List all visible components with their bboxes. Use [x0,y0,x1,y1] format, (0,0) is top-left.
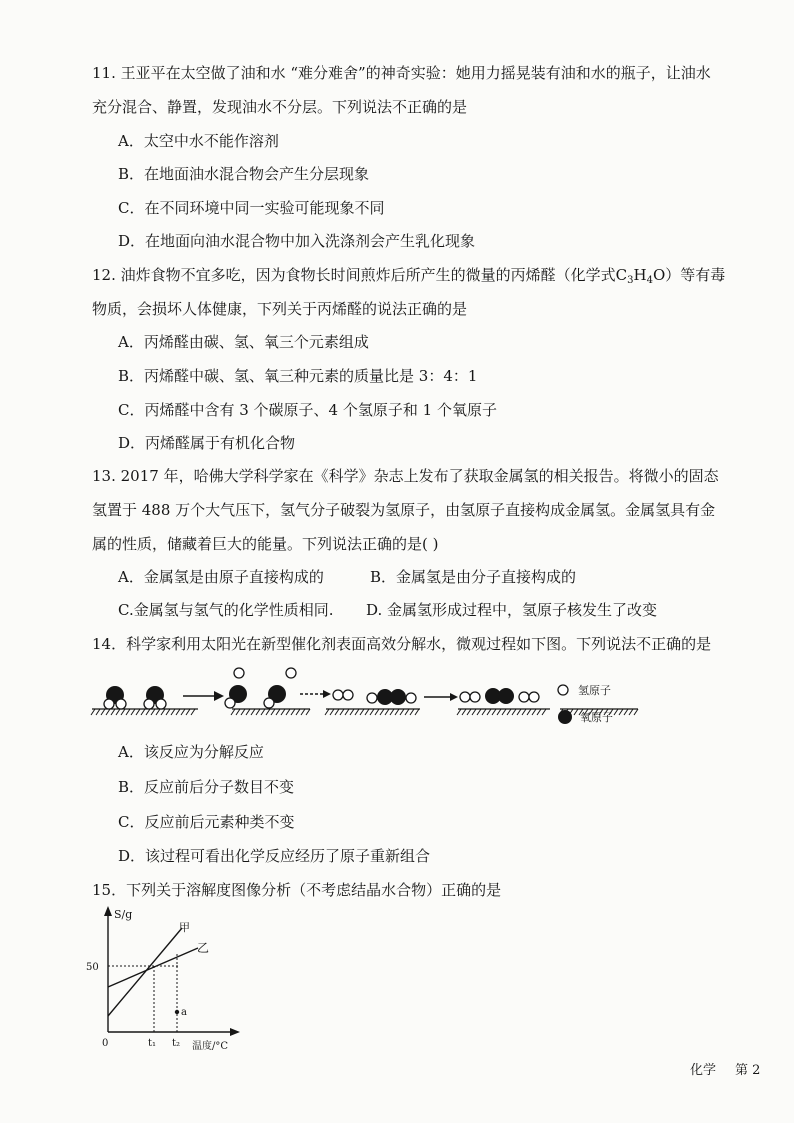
guide-lines [108,954,180,1032]
point-a-marker [175,1010,179,1014]
water-molecule [104,686,126,709]
intermediate-molecule [367,689,416,705]
hydrogen-molecule [519,692,539,702]
x-axis-arrow-icon [230,1028,240,1036]
legend-hydrogen-label: 氢原子 [578,684,611,697]
curve-jia [108,928,182,1016]
q13-option-c: C.金属氢与氢气的化学性质相同. [118,601,334,619]
q11-option-a: A．太空中水不能作溶剂 [118,132,279,150]
q13-stem-line1: 13. 2017 年，哈佛大学科学家在《科学》杂志上发布了获取金属氢的相关报告。将微小的固态 [92,467,719,485]
q13-stem-line2: 氢置于 488 万个大气压下，氢气分子破裂为氢原子，由氢原子直接构成金属氢。金属氢具有金 [92,501,716,519]
q12-stem-text-a: 12. 油炸食物不宜多吃，因为食物长时间煎炸后所产生的微量的丙烯醛（化学式C [92,266,628,284]
q14-stem: 14．科学家利用太阳光在新型催化剂表面高效分解水，微观过程如下图。下列说法不正确的是 [92,635,712,653]
q13-option-b: B．金属氢是由分子直接构成的 [370,568,577,586]
legend-oxygen-label: 氧原子 [580,711,613,724]
q11-option-d: D．在地面向油水混合物中加入洗涤剂会产生乳化现象 [118,232,476,250]
legend-hydrogen [558,683,611,697]
q12-option-c: C．丙烯醛中含有 3 个碳原子、4 个氢原子和 1 个氧原子 [118,401,497,419]
q13-stem-line3: 属的性质，储藏着巨大的能量。下列说法正确的是( ) [92,535,439,553]
formula-subscript-carbon: 3 [627,275,634,286]
q11-option-c: C．在不同环境中同一实验可能现象不同 [118,199,385,217]
arrow-icon [300,690,331,698]
q12-option-d: D．丙烯醛属于有机化合物 [118,434,296,452]
oxygen-atom-icon [558,710,572,724]
y-axis-label: S/g [114,908,133,921]
q11-stem-line2: 充分混合、静置，发现油水不分层。下列说法不正确的是 [92,98,468,116]
hydroxyl-fragment [264,668,296,708]
q12-option-b: B．丙烯醛中碳、氢、氧三种元素的质量比是 3：4：1 [118,367,478,385]
q14-option-c: C．反应前后元素种类不变 [118,813,295,831]
hydrogen-molecule [333,690,353,700]
q11-option-b: B．在地面油水混合物会产生分层现象 [118,165,370,183]
q14-option-d: D．该过程可看出化学反应经历了原子重新组合 [118,847,431,865]
y-axis-arrow-icon [104,906,112,916]
legend-oxygen [558,710,613,724]
curve-yi [108,948,198,987]
q14-option-b: B．反应前后分子数目不变 [118,778,295,796]
formula-subscript-hydrogen: 4 [646,275,653,286]
graph-axes [108,914,232,1032]
catalyst-hatching [91,709,638,715]
arrow-icon [424,693,458,701]
x-tick-t1: t₁ [148,1038,157,1049]
q13-option-d: D. 金属氢形成过程中，氢原子核发生了改变 [366,601,658,619]
q14-option-a: A．该反应为分解反应 [118,743,264,761]
curve-jia-label: 甲 [179,921,190,934]
footer-subject: 化学 [690,1063,717,1078]
hydroxyl-fragment [225,668,247,708]
formula-hydrogen: H [633,266,647,284]
origin-label: 0 [102,1038,109,1049]
q11-stem-line1: 11. 王亚平在太空做了油和水 “难分难舍”的神奇实验：她用力摇晃装有油和水的瓶子，让油水 [92,64,711,82]
q12-stem-line2: 物质，会损坏人体健康，下列关于丙烯醛的说法正确的是 [92,300,468,318]
q13-option-a: A．金属氢是由原子直接构成的 [118,568,324,586]
water-decomposition-diagram [88,662,748,734]
q12-option-a: A．丙烯醛由碳、氢、氧三个元素组成 [118,333,369,351]
solubility-graph [84,904,254,1052]
q12-stem-text-b: O）等有毒 [652,266,726,284]
q15-stem: 15．下列关于溶解度图像分析（不考虑结晶水合物）正确的是 [92,881,502,899]
arrow-icon [183,691,224,701]
curve-yi-label: 乙 [197,941,210,955]
hydrogen-molecule [460,692,480,702]
q12-stem-line1 [92,265,725,291]
footer-page-number: 第 2 [735,1063,761,1078]
hydrogen-atom-icon [558,685,568,695]
point-a-label: a [181,1007,187,1018]
x-tick-t2: t₂ [172,1038,181,1049]
oxygen-molecule [485,688,514,704]
water-molecule [144,686,166,709]
x-axis-label: 温度/°C [192,1041,229,1052]
y-tick-50: 50 [86,962,99,973]
